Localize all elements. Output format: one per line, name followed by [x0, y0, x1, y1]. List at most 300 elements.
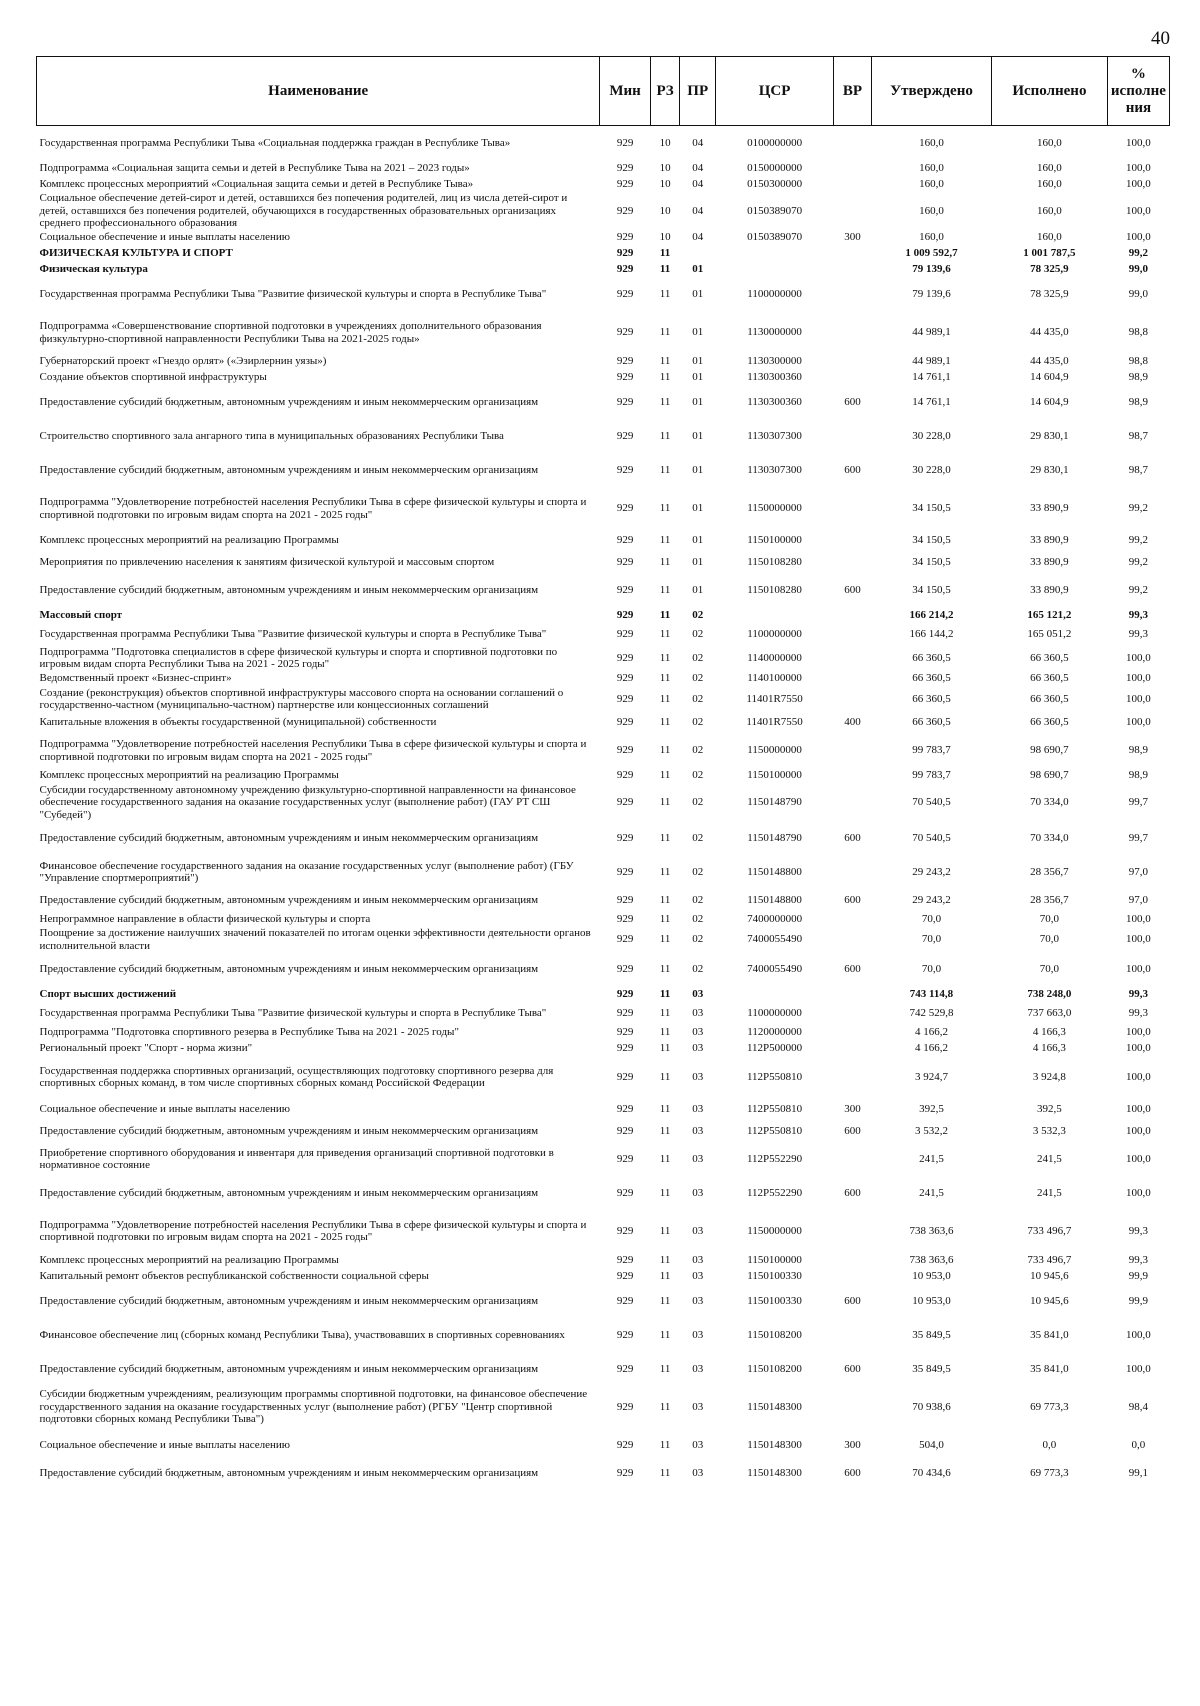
row-approved: 166 144,2: [909, 628, 954, 641]
row-rz: 10: [659, 136, 671, 149]
row-approved: 44 989,1: [912, 355, 951, 368]
row-min: 929: [616, 628, 634, 641]
table-row: [37, 1252, 1170, 1268]
row-approved: 34 150,5: [912, 534, 951, 547]
table-row: [37, 552, 1170, 574]
row-csr: 1100000000: [747, 288, 802, 301]
header-rz: РЗ: [650, 57, 679, 126]
row-name: Создание объектов спортивной инфраструктуры: [39, 371, 267, 384]
row-vr: 600: [844, 962, 861, 975]
row-executed: 392,5: [1037, 1102, 1062, 1115]
row-min: 929: [616, 534, 634, 547]
row-vr: [834, 262, 872, 278]
row-executed: 70 334,0: [1030, 831, 1069, 844]
row-vr: 600: [844, 396, 861, 409]
row-csr: 0150300000: [747, 177, 803, 190]
row-csr: 112P552290: [746, 1186, 803, 1199]
row-vr: 600: [844, 1186, 861, 1199]
row-vr: 600: [844, 1466, 861, 1479]
table-row: [37, 488, 1170, 530]
row-min: 929: [616, 893, 634, 906]
table-row: [37, 1318, 1170, 1352]
row-executed: 4 166,3: [1032, 1025, 1066, 1038]
row-name: Государственная программа Республики Тыва "Развитие физической культуры и спорта в Республике Тыва": [39, 628, 547, 641]
row-pr: 01: [692, 355, 704, 368]
row-rz: 11: [659, 672, 671, 685]
row-min: 929: [616, 1124, 634, 1137]
row-pr: 01: [692, 502, 704, 515]
row-vr: [834, 1252, 872, 1268]
row-min: 929: [616, 263, 634, 276]
row-rz: 11: [659, 1438, 671, 1451]
row-min: 929: [616, 1438, 634, 1451]
row-min: 929: [616, 177, 634, 190]
row-executed: 35 841,0: [1030, 1328, 1069, 1341]
row-executed: 28 356,7: [1030, 865, 1069, 878]
row-percent: 100,0: [1126, 136, 1151, 149]
row-name: Субсидии бюджетным учреждениям, реализующим программы спортивной подготовки, на финансовое обеспечение государственного задания на оказание государственных услуг (выполнение работ) (РГБУ "Центр спортивной подготовки сборных команд Республики Тыва"): [39, 1388, 588, 1426]
row-rz: 11: [659, 628, 671, 641]
row-csr: 1150100000: [747, 534, 802, 547]
table-row: [37, 608, 1170, 624]
row-percent: 99,9: [1128, 1294, 1149, 1307]
row-name: Подпрограмма "Удовлетворение потребностей населения Республики Тыва в сфере физической культуры и спорта и спортивной подготовки по игровым видам спорта на 2021 - 2025 годы": [39, 1218, 587, 1243]
row-percent: 99,3: [1128, 609, 1149, 622]
row-vr: [834, 1056, 872, 1098]
row-name: Социальное обеспечение детей-сирот и детей, оставшихся без попечения родителей, лиц из числа детей-сирот и детей, оставшихся без попечения родителей, обучающихся в государственных образовательных организациях среднего профессионального образования: [39, 192, 568, 229]
table-row: [37, 370, 1170, 386]
row-approved: 14 761,1: [912, 396, 951, 409]
row-pr: 03: [692, 987, 704, 1000]
row-min: 929: [616, 396, 634, 409]
row-vr: [834, 192, 872, 230]
row-min: 929: [616, 769, 634, 782]
table-row: [37, 160, 1170, 176]
row-name: Спорт высших достижений: [39, 987, 177, 1000]
row-vr: [834, 1024, 872, 1040]
row-csr: 1130300360: [747, 371, 802, 384]
table-row: [37, 278, 1170, 312]
row-percent: 97,0: [1128, 865, 1149, 878]
row-rz: 11: [659, 263, 671, 276]
row-pr: 03: [692, 1152, 704, 1165]
table-row: [37, 821, 1170, 855]
row-approved: 10 953,0: [912, 1294, 951, 1307]
row-csr: 1150100330: [747, 1269, 802, 1282]
row-percent: 100,0: [1126, 161, 1151, 174]
row-min: 929: [616, 1224, 634, 1237]
row-min: 929: [616, 136, 634, 149]
row-csr: 112P550810: [746, 1124, 803, 1137]
row-executed: 70 334,0: [1030, 796, 1069, 808]
row-pr: 03: [692, 1186, 704, 1199]
row-percent: 99,3: [1128, 1006, 1149, 1019]
row-percent: 99,2: [1128, 502, 1149, 515]
row-pr: 02: [692, 865, 704, 878]
row-name: Подпрограмма "Подготовка спортивного резерва в Республике Тыва на 2021 - 2025 годы": [39, 1025, 459, 1038]
header-name: Наименование: [37, 57, 600, 126]
row-name: Подпрограмма «Социальная защита семьи и детей в Республике Тыва на 2021 – 2023 годы»: [39, 161, 470, 174]
row-name: Предоставление субсидий бюджетным, автономным учреждениям и иным некоммерческим организациям: [39, 893, 539, 906]
row-min: 929: [616, 865, 634, 878]
row-approved: 3 532,2: [914, 1124, 948, 1137]
row-pr: 04: [692, 177, 704, 190]
row-vr: [834, 927, 872, 952]
row-min: 929: [616, 355, 634, 368]
row-executed: 33 890,9: [1030, 556, 1069, 569]
row-vr: 300: [844, 231, 861, 244]
table-row: [37, 454, 1170, 488]
row-percent: 100,0: [1126, 204, 1151, 217]
row-pr: 04: [692, 161, 704, 174]
row-executed: 10 945,6: [1030, 1294, 1069, 1307]
row-executed: 3 532,3: [1032, 1124, 1066, 1137]
row-pr: 02: [692, 769, 704, 782]
row-rz: 11: [659, 744, 671, 757]
row-min: 929: [616, 584, 634, 597]
row-name: Предоставление субсидий бюджетным, автономным учреждениям и иным некоммерческим организациям: [39, 464, 539, 477]
row-rz: 11: [659, 1328, 671, 1341]
row-min: 929: [616, 933, 634, 946]
table-row: [37, 1386, 1170, 1428]
row-executed: 160,0: [1037, 231, 1062, 244]
row-percent: 98,9: [1128, 744, 1149, 757]
row-rz: 11: [659, 865, 671, 878]
row-executed: 98 690,7: [1030, 744, 1069, 757]
row-vr: [834, 784, 872, 822]
table-row: [37, 1002, 1170, 1024]
row-percent: 99,9: [1128, 1269, 1149, 1282]
row-percent: 100,0: [1126, 933, 1151, 946]
row-csr: [716, 246, 834, 262]
row-approved: 3 924,7: [914, 1070, 948, 1083]
table-row: [37, 262, 1170, 278]
row-name: Физическая культура: [39, 263, 148, 276]
row-rz: 11: [659, 464, 671, 477]
row-approved: 35 849,5: [912, 1362, 951, 1375]
row-executed: 44 435,0: [1030, 355, 1069, 368]
row-csr: 0100000000: [747, 136, 803, 149]
row-vr: [834, 420, 872, 454]
row-pr: 01: [692, 396, 704, 409]
row-percent: 99,0: [1128, 288, 1149, 301]
row-vr: [834, 354, 872, 370]
table-row: [37, 1352, 1170, 1386]
row-name: Капитальные вложения в объекты государственной (муниципальной) собственности: [39, 716, 437, 729]
row-rz: 11: [659, 1362, 671, 1375]
row-csr: 1150108280: [747, 556, 802, 569]
row-csr: 1150108200: [747, 1362, 802, 1375]
row-csr: 0150389070: [747, 231, 803, 244]
row-executed: 738 248,0: [1027, 987, 1072, 1000]
row-csr: 1150000000: [747, 1224, 802, 1237]
row-executed: 98 690,7: [1030, 769, 1069, 782]
row-approved: 30 228,0: [912, 430, 951, 443]
row-rz: 11: [659, 247, 671, 260]
row-vr: [834, 160, 872, 176]
row-name: Региональный проект "Спорт - норма жизни": [39, 1041, 253, 1054]
row-name: Массовый спорт: [39, 609, 123, 622]
row-percent: 100,0: [1126, 672, 1151, 685]
budget-table: [36, 56, 1170, 1484]
row-percent: 98,4: [1128, 1400, 1149, 1413]
row-percent: 100,0: [1126, 962, 1151, 975]
row-vr: [834, 855, 872, 889]
row-csr: 11401R7550: [746, 716, 803, 729]
row-csr: 1120000000: [747, 1025, 802, 1038]
row-pr: 03: [692, 1124, 704, 1137]
table-row: [37, 1268, 1170, 1284]
row-min: 929: [616, 651, 634, 664]
row-vr: [834, 488, 872, 530]
row-approved: 34 150,5: [912, 584, 951, 597]
row-rz: 11: [659, 1102, 671, 1115]
row-csr: 1150100000: [747, 1253, 802, 1266]
table-row: [37, 952, 1170, 986]
row-percent: 99,7: [1128, 796, 1149, 808]
row-rz: 11: [659, 1269, 671, 1282]
row-approved: 66 360,5: [912, 651, 951, 664]
row-min: 929: [616, 1006, 634, 1019]
row-percent: 99,2: [1128, 556, 1149, 569]
row-name: Социальное обеспечение и иные выплаты населению: [39, 1438, 291, 1451]
row-name: Предоставление субсидий бюджетным, автономным учреждениям и иным некоммерческим организациям: [39, 1124, 539, 1137]
row-name: Поощрение за достижение наилучших значений показателей по итогам оценки эффективности деятельности органов исполнительной власти: [39, 927, 591, 952]
row-name: Государственная программа Республики Тыва "Развитие физической культуры и спорта в Республике Тыва": [39, 1006, 547, 1019]
row-min: 929: [616, 1400, 634, 1413]
row-min: 929: [616, 502, 634, 515]
row-vr: [834, 312, 872, 354]
row-approved: 160,0: [919, 204, 944, 217]
row-percent: 99,2: [1128, 247, 1149, 260]
row-executed: 70,0: [1039, 933, 1060, 946]
row-pr: 02: [692, 628, 704, 641]
row-vr: [834, 1318, 872, 1352]
row-name: Социальное обеспечение и иные выплаты населению: [39, 1102, 291, 1115]
table-row: [37, 687, 1170, 712]
row-rz: 10: [659, 177, 671, 190]
row-executed: 69 773,3: [1030, 1400, 1069, 1413]
row-rz: 11: [659, 912, 671, 925]
row-min: 929: [616, 1041, 634, 1054]
row-rz: 11: [659, 1466, 671, 1479]
row-pr: 01: [692, 263, 704, 276]
row-approved: 160,0: [919, 136, 944, 149]
row-approved: 99 783,7: [912, 744, 951, 757]
row-csr: 7400055490: [747, 933, 803, 946]
row-min: 929: [616, 1294, 634, 1307]
row-rz: 11: [659, 371, 671, 384]
row-vr: [834, 624, 872, 646]
row-approved: 70 434,6: [912, 1466, 951, 1479]
row-executed: 78 325,9: [1030, 288, 1069, 301]
row-csr: 1130000000: [747, 326, 802, 339]
row-executed: 44 435,0: [1030, 326, 1069, 339]
row-name: Финансовое обеспечение лиц (сборных команд Республики Тыва), участвовавших в спортивных соревнованиях: [39, 1328, 565, 1341]
row-name: Губернаторский проект «Гнездо орлят» («Эзирлернин уязы»): [39, 355, 327, 368]
table-row: [37, 1462, 1170, 1484]
row-percent: 0,0: [1131, 1438, 1146, 1451]
row-executed: 165 051,2: [1027, 628, 1072, 641]
row-name: Предоставление субсидий бюджетным, автономным учреждениям и иным некоммерческим организациям: [39, 1466, 539, 1479]
row-percent: 99,3: [1128, 1253, 1149, 1266]
row-approved: 99 783,7: [912, 769, 951, 782]
row-executed: 29 830,1: [1030, 464, 1069, 477]
row-min: 929: [616, 796, 634, 808]
row-min: 929: [616, 1466, 634, 1479]
row-csr: 1150148790: [747, 796, 802, 808]
row-name: ФИЗИЧЕСКАЯ КУЛЬТУРА И СПОРТ: [39, 247, 233, 260]
header-min: Мин: [600, 57, 651, 126]
row-executed: 160,0: [1037, 204, 1062, 217]
table-row: [37, 126, 1170, 161]
row-rz: 11: [659, 893, 671, 906]
row-min: 929: [616, 609, 634, 622]
row-csr: 1140100000: [747, 672, 802, 685]
row-percent: 100,0: [1126, 716, 1151, 729]
row-pr: 01: [692, 556, 704, 569]
row-pr: 03: [692, 1269, 704, 1282]
row-approved: 29 243,2: [912, 893, 951, 906]
row-executed: 33 890,9: [1030, 502, 1069, 515]
row-executed: 35 841,0: [1030, 1362, 1069, 1375]
row-rz: 11: [659, 651, 671, 664]
table-row: [37, 530, 1170, 552]
table-row: [37, 420, 1170, 454]
row-pr: 02: [692, 893, 704, 906]
row-name: Приобретение спортивного оборудования и инвентаря для приведения организаций спортивной подготовки в нормативное состояние: [39, 1146, 554, 1171]
row-name: Субсидии государственному автономному учреждению физкультурно-спортивной направленности на финансовое обеспечение государственного задания на оказание государственных услуг (выполнение работ) (ГАУ РТ СШ "Субедей"): [39, 783, 576, 821]
row-rz: 10: [659, 161, 671, 174]
row-rz: 11: [659, 962, 671, 975]
header-csr: ЦСР: [716, 57, 834, 126]
row-name: Финансовое обеспечение государственного задания на оказание государственных услуг (выполнение работ) (ГБУ "Управление спортмероприятий"): [39, 859, 574, 884]
row-name: Предоставление субсидий бюджетным, автономным учреждениям и иным некоммерческим организациям: [39, 1186, 539, 1199]
row-approved: 30 228,0: [912, 464, 951, 477]
row-pr: 02: [692, 692, 704, 705]
header-pr: ПР: [680, 57, 716, 126]
row-csr: 1150000000: [747, 502, 802, 515]
row-name: Ведомственный проект «Бизнес-спринт»: [39, 672, 232, 685]
row-percent: 100,0: [1126, 1070, 1151, 1083]
row-name: Комплекс процессных мероприятий на реализацию Программы: [39, 1253, 339, 1266]
row-rz: 11: [659, 1400, 671, 1413]
row-min: 929: [616, 716, 634, 729]
row-name: Комплекс процессных мероприятий на реализацию Программы: [39, 769, 339, 782]
row-percent: 100,0: [1126, 912, 1151, 925]
row-min: 929: [616, 1152, 634, 1165]
table-row: [37, 712, 1170, 734]
row-vr: [834, 530, 872, 552]
row-pr: 02: [692, 609, 704, 622]
row-pr: 01: [692, 584, 704, 597]
row-percent: 100,0: [1126, 1102, 1151, 1115]
row-executed: 160,0: [1037, 177, 1062, 190]
row-approved: 66 360,5: [912, 692, 951, 705]
row-name: Государственная программа Республики Тыва «Социальная поддержка граждан в Республике Тыва»: [39, 136, 511, 149]
row-min: 929: [616, 744, 634, 757]
row-pr: 02: [692, 962, 704, 975]
row-approved: 742 529,8: [909, 1006, 954, 1019]
row-vr: 600: [844, 1124, 861, 1137]
row-csr: 1150148800: [747, 893, 802, 906]
row-vr: [834, 986, 872, 1002]
row-csr: 112P552290: [746, 1152, 803, 1165]
row-vr: 600: [844, 831, 861, 844]
row-rz: 11: [659, 831, 671, 844]
row-rz: 11: [659, 534, 671, 547]
row-approved: 14 761,1: [912, 371, 951, 384]
table-body: [37, 126, 1170, 1485]
row-executed: 733 496,7: [1027, 1253, 1072, 1266]
row-executed: 33 890,9: [1030, 534, 1069, 547]
row-percent: 99,2: [1128, 584, 1149, 597]
row-executed: 28 356,7: [1030, 893, 1069, 906]
row-approved: 241,5: [919, 1186, 944, 1199]
row-pr: 02: [692, 672, 704, 685]
row-csr: 11401R7550: [746, 692, 803, 705]
header-vr: ВР: [834, 57, 872, 126]
row-csr: 1150148800: [747, 865, 802, 878]
row-pr: 03: [692, 1025, 704, 1038]
table-row: [37, 889, 1170, 911]
row-approved: 738 363,6: [909, 1224, 954, 1237]
row-pr: 03: [692, 1006, 704, 1019]
row-rz: 11: [659, 769, 671, 782]
row-name: Строительство спортивного зала ангарного типа в муниципальных образованиях Республики Тыва: [39, 430, 504, 443]
row-approved: 44 989,1: [912, 326, 951, 339]
row-pr: 01: [692, 371, 704, 384]
row-csr: 1130307300: [747, 464, 802, 477]
row-rz: 11: [659, 609, 671, 622]
row-vr: 400: [844, 716, 861, 729]
row-approved: 70,0: [921, 933, 942, 946]
row-rz: 11: [659, 1152, 671, 1165]
row-executed: 160,0: [1037, 161, 1062, 174]
row-rz: 11: [659, 987, 671, 1000]
row-executed: 33 890,9: [1030, 584, 1069, 597]
row-approved: 34 150,5: [912, 502, 951, 515]
row-name: Подпрограмма "Подготовка специалистов в сфере физической культуры и спорта и спортивной подготовки по игровым видам спорта Республики Тыва на 2021 - 2025 годы": [39, 645, 558, 670]
row-csr: 1150000000: [747, 744, 802, 757]
row-rz: 11: [659, 1253, 671, 1266]
row-min: 929: [616, 464, 634, 477]
row-pr: 03: [692, 1328, 704, 1341]
row-pr: 02: [692, 912, 704, 925]
row-pr: 01: [692, 534, 704, 547]
row-approved: 70 540,5: [912, 796, 951, 808]
row-approved: 4 166,2: [914, 1041, 948, 1054]
table-row: [37, 354, 1170, 370]
row-approved: 4 166,2: [914, 1025, 948, 1038]
row-name: Мероприятия по привлечению населения к занятиям физической культурой и массовым спортом: [39, 556, 495, 569]
row-approved: 738 363,6: [909, 1253, 954, 1266]
row-rz: 11: [659, 288, 671, 301]
row-csr: 112P550810: [746, 1070, 803, 1083]
table-row: [37, 734, 1170, 768]
row-percent: 100,0: [1126, 231, 1151, 244]
table-row: [37, 768, 1170, 784]
row-executed: 78 325,9: [1030, 263, 1069, 276]
row-rz: 11: [659, 1006, 671, 1019]
row-min: 929: [616, 831, 634, 844]
row-min: 929: [616, 1328, 634, 1341]
row-vr: 600: [844, 1294, 861, 1307]
row-vr: [834, 1040, 872, 1056]
row-percent: 99,3: [1128, 1224, 1149, 1237]
row-csr: 1130307300: [747, 430, 802, 443]
row-executed: 69 773,3: [1030, 1466, 1069, 1479]
